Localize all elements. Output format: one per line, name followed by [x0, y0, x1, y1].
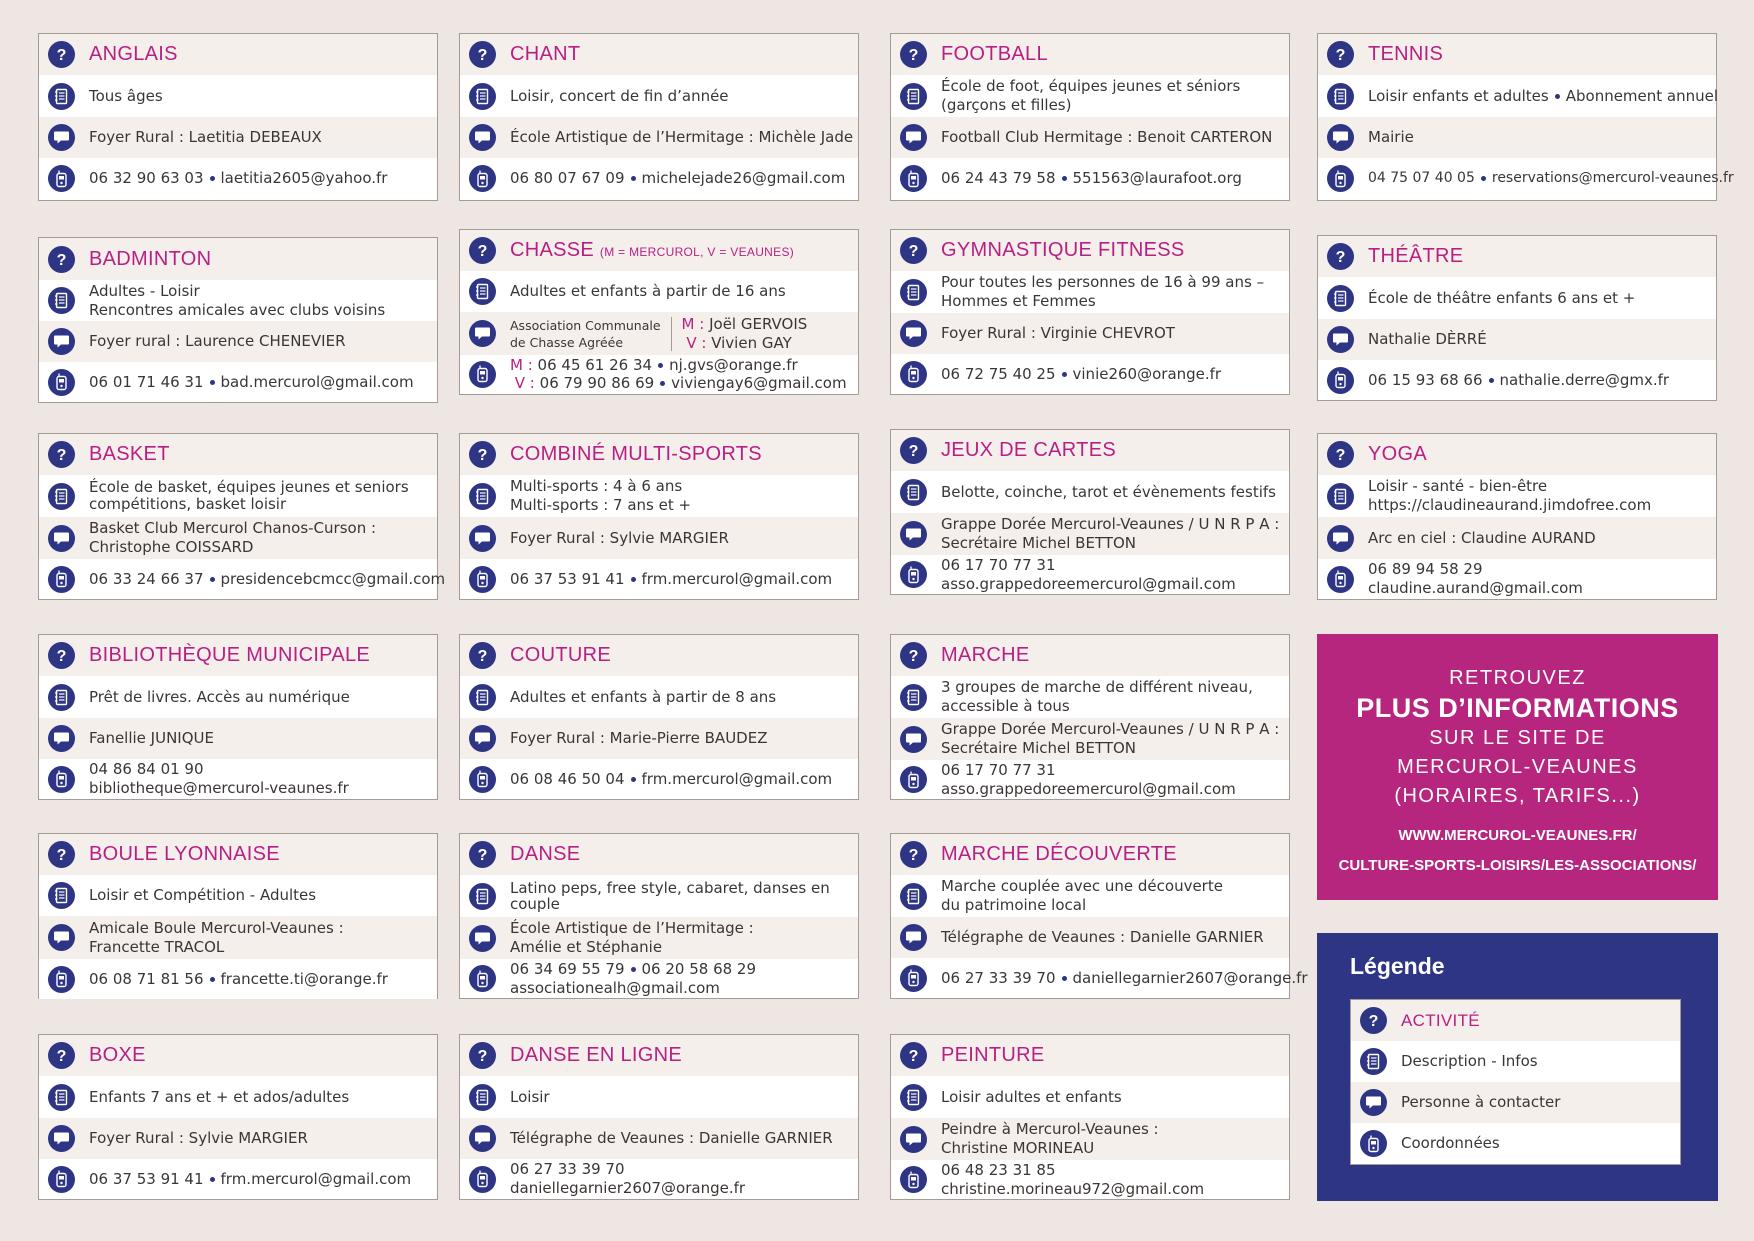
phone-number: 06 37 53 91 41 — [89, 1169, 204, 1188]
activity-contact: Foyer Rural : Virginie CHEVROT — [941, 324, 1175, 342]
card-chasse — [459, 229, 859, 395]
website-url-line: WWW.MERCUROL-VEAUNES.FR/ — [1398, 827, 1637, 844]
notebook-icon — [900, 479, 927, 506]
card-multisports — [459, 433, 859, 600]
separator-dot — [631, 577, 636, 582]
phone-number: 06 27 33 39 70 — [510, 1160, 625, 1178]
activity-info-line: École de basket, équipes jeunes et seniors — [89, 478, 409, 496]
phone-icon — [1327, 165, 1354, 192]
activity-info: Enfants 7 ans et + et ados/adultes — [89, 1087, 350, 1106]
activity-title: CHASSE — [510, 239, 595, 261]
activity-info-line: compétitions, basket loisir — [89, 495, 287, 513]
legend-activity-label: ACTIVITÉ — [1401, 1010, 1480, 1030]
speech-bubble-icon — [900, 521, 927, 548]
svg-text:?: ? — [477, 648, 488, 664]
svg-text:?: ? — [477, 447, 488, 463]
speech-bubble-icon — [900, 124, 927, 151]
phone-number: 06 37 53 91 41 — [510, 569, 625, 588]
activity-info-line: Multi-sports : 4 à 6 ans — [510, 477, 683, 495]
speech-bubble-icon — [1327, 326, 1354, 353]
contact-m-name: Joël GERVOIS — [709, 314, 808, 333]
phone-number: 06 17 70 77 31 — [941, 760, 1056, 779]
activity-title: MARCHE — [941, 644, 1030, 666]
speech-bubble-icon — [1327, 124, 1354, 151]
phone-icon — [469, 165, 496, 192]
question-icon — [48, 841, 75, 868]
phone-icon — [48, 1166, 75, 1193]
speech-bubble-icon — [469, 1125, 496, 1152]
phone-icon — [1327, 566, 1354, 593]
activity-title: BADMINTON — [89, 247, 212, 270]
activity-title: COMBINÉ MULTI-SPORTS — [510, 443, 762, 465]
card-yoga — [1317, 433, 1717, 600]
phone-number: 06 34 69 55 79 — [510, 959, 625, 978]
legend-title: Légende — [1350, 953, 1445, 979]
activity-title: FOOTBALL — [941, 43, 1048, 65]
email-address: reservations@mercurol-veaunes.fr — [1491, 170, 1734, 186]
question-icon — [469, 41, 496, 68]
activity-title: YOGA — [1368, 443, 1427, 465]
separator-dot — [210, 176, 215, 181]
speech-bubble-icon — [48, 1125, 75, 1152]
activity-contact: Télégraphe de Veaunes : Danielle GARNIER — [510, 1129, 833, 1147]
phone-number: 06 27 33 39 70 — [941, 968, 1056, 987]
email-address: frm.mercurol@gmail.com — [641, 769, 833, 788]
phone-icon — [900, 766, 927, 793]
speech-bubble-icon — [469, 725, 496, 752]
question-icon — [469, 237, 496, 264]
promo-line: SUR LE SITE DE — [1429, 727, 1606, 749]
notebook-icon — [48, 684, 75, 711]
question-icon — [900, 642, 927, 669]
activity-contact-line: Secrétaire Michel BETTON — [941, 739, 1137, 757]
card-danse — [459, 833, 859, 999]
activity-title: PEINTURE — [941, 1044, 1045, 1066]
phone-icon — [900, 165, 927, 192]
promo-line: (HORAIRES, TARIFS...) — [1394, 785, 1641, 807]
phone-number: 06 80 07 67 09 — [510, 169, 625, 187]
more-info-banner — [1317, 634, 1718, 900]
activity-title: BOXE — [89, 1044, 146, 1066]
legend-person-label: Personne à contacter — [1401, 1093, 1561, 1111]
separator-dot — [1555, 94, 1560, 99]
notebook-icon — [1360, 1048, 1387, 1075]
svg-text:?: ? — [908, 47, 919, 63]
svg-text:?: ? — [1368, 1013, 1379, 1029]
card-jeux-de-cartes — [890, 429, 1290, 595]
separator-dot — [1062, 976, 1067, 981]
email-address: viviengay6@gmail.com — [671, 374, 847, 392]
svg-text:?: ? — [56, 47, 67, 63]
separator-dot — [210, 1177, 215, 1182]
speech-bubble-icon — [48, 725, 75, 752]
svg-text:?: ? — [1335, 47, 1346, 63]
activity-title: JEUX DE CARTES — [941, 439, 1116, 461]
activity-contact-line: École Artistique de l’Hermitage : — [510, 919, 754, 937]
speech-bubble-icon — [469, 124, 496, 151]
activity-info: École de théâtre enfants 6 ans et + — [1368, 288, 1636, 307]
separator-dot — [1062, 176, 1067, 181]
phone-icon — [48, 165, 75, 192]
email-address: nathalie.derre@gmx.fr — [1499, 370, 1670, 389]
activity-info-line: Hommes et Femmes — [941, 292, 1096, 310]
activity-info: Loisir adultes et enfants — [941, 1087, 1122, 1106]
phone-number: 06 45 61 26 34 — [537, 356, 653, 374]
question-icon — [48, 642, 75, 669]
separator-dot — [210, 977, 215, 982]
promo-headline: PLUS D’INFORMATIONS — [1356, 693, 1679, 723]
notebook-icon — [48, 882, 75, 909]
svg-text:?: ? — [56, 447, 67, 463]
contact-org-line: de Chasse Agréée — [510, 334, 624, 350]
question-icon — [900, 841, 927, 868]
activity-title: CHANT — [510, 43, 581, 65]
separator-dot — [1062, 372, 1067, 377]
activity-info-line: Adultes - Loisir — [89, 281, 200, 300]
separator-dot — [631, 967, 636, 972]
separator-dot — [210, 577, 215, 582]
svg-text:?: ? — [908, 243, 919, 259]
activity-info-line: du patrimoine local — [941, 896, 1087, 914]
phone-number: 06 72 75 40 25 — [941, 364, 1056, 383]
email-address: claudine.aurand@gmail.com — [1368, 579, 1583, 597]
question-icon — [469, 441, 496, 468]
notebook-icon — [1327, 83, 1354, 110]
phone-icon — [469, 766, 496, 793]
notebook-icon — [48, 83, 75, 110]
activity-title: DANSE EN LIGNE — [510, 1044, 683, 1066]
question-icon — [48, 1042, 75, 1069]
card-boxe — [38, 1034, 438, 1200]
notebook-icon — [1327, 285, 1354, 312]
label-v: V : — [514, 374, 535, 392]
phone-icon — [469, 566, 496, 593]
speech-bubble-icon — [469, 525, 496, 552]
phone-icon — [48, 566, 75, 593]
promo-line: RETROUVEZ — [1449, 667, 1586, 689]
email-address: frm.mercurol@gmail.com — [220, 1169, 412, 1188]
activity-contact-line: Amélie et Stéphanie — [510, 938, 663, 956]
activity-info: Loisir et Compétition - Adultes — [89, 886, 317, 904]
phone-icon — [900, 1166, 927, 1193]
question-icon — [900, 1042, 927, 1069]
phone-icon — [1360, 1130, 1387, 1157]
question-icon — [48, 41, 75, 68]
activity-title: BIBLIOTHÈQUE MUNICIPALE — [89, 644, 371, 666]
activity-contact: Football Club Hermitage : Benoit CARTERON — [941, 128, 1273, 146]
email-address: vinie260@orange.fr — [1072, 364, 1222, 383]
svg-text:?: ? — [908, 1048, 919, 1064]
activity-info-line: Rencontres amicales avec clubs voisins — [89, 300, 386, 319]
notebook-icon — [48, 1084, 75, 1111]
separator-dot — [1489, 378, 1494, 383]
notebook-icon — [900, 83, 927, 110]
speech-bubble-icon — [469, 925, 496, 952]
speech-bubble-icon — [1327, 525, 1354, 552]
email-address: associationealh@gmail.com — [510, 978, 720, 997]
activity-contact-line: Grappe Dorée Mercurol-Veaunes / U N R P A : — [941, 720, 1280, 738]
activity-info: Loisir enfants et adultes — [1368, 86, 1549, 105]
phone-number: 06 89 94 58 29 — [1368, 560, 1483, 578]
speech-bubble-icon — [900, 726, 927, 753]
phone-number: 06 48 23 31 85 — [941, 1160, 1056, 1179]
label-m: M : — [510, 356, 533, 374]
card-football — [890, 33, 1290, 201]
notebook-icon — [900, 279, 927, 306]
activity-contact: Foyer rural : Laurence CHENEVIER — [89, 332, 346, 350]
legend-coords-label: Coordonnées — [1401, 1134, 1500, 1152]
activity-info: Loisir, concert de fin d’année — [510, 86, 729, 105]
separator-dot — [1481, 176, 1486, 181]
phone-number: 06 08 71 81 56 — [89, 969, 204, 988]
activity-info-line: (garçons et filles) — [941, 96, 1072, 114]
card-danse-en-ligne — [459, 1034, 859, 1200]
svg-text:?: ? — [1335, 249, 1346, 265]
label-v: V : — [686, 333, 707, 352]
activity-info-line: Marche couplée avec une découverte — [941, 877, 1223, 895]
legend-panel — [1317, 933, 1718, 1201]
svg-text:?: ? — [1335, 447, 1346, 463]
notebook-icon — [48, 287, 75, 314]
email-address: daniellegarnier2607@orange.fr — [510, 1179, 746, 1197]
email-address: michelejade26@gmail.com — [641, 169, 846, 187]
activity-info: Prêt de livres. Accès au numérique — [89, 687, 350, 706]
email-address: nj.gvs@orange.fr — [669, 356, 798, 374]
activity-contact: Foyer Rural : Marie-Pierre BAUDEZ — [510, 729, 768, 747]
notebook-icon — [469, 83, 496, 110]
notebook-icon — [1327, 483, 1354, 510]
question-icon — [1360, 1007, 1387, 1034]
phone-icon — [1327, 367, 1354, 394]
speech-bubble-icon — [48, 328, 75, 355]
activity-contact: Télégraphe de Veaunes : Danielle GARNIER — [941, 928, 1264, 946]
email-address: presidencebcmcc@gmail.com — [220, 569, 446, 588]
activity-info-line: Pour toutes les personnes de 16 à 99 ans – — [941, 273, 1265, 291]
card-boule — [38, 833, 438, 999]
separator-dot — [658, 363, 663, 368]
email-address: asso.grappedoreemercurol@gmail.com — [941, 779, 1236, 798]
legend-card — [1350, 999, 1681, 1165]
card-badminton — [38, 237, 438, 403]
activity-info: Abonnement annuel — [1565, 86, 1719, 105]
separator-dot — [660, 381, 665, 386]
question-icon — [469, 841, 496, 868]
activity-info: Loisir — [510, 1087, 550, 1106]
activity-info-line: couple — [510, 895, 560, 913]
activity-title: TENNIS — [1368, 43, 1444, 65]
notebook-icon — [469, 278, 496, 305]
activity-title: BASKET — [89, 443, 170, 465]
activity-contact-line: Amicale Boule Mercurol-Veaunes : — [89, 918, 344, 937]
phone-number: 06 20 58 68 29 — [641, 959, 757, 978]
speech-bubble-icon — [48, 924, 75, 951]
svg-text:?: ? — [908, 443, 919, 459]
card-anglais — [38, 33, 438, 201]
email-address: asso.grappedoreemercurol@gmail.com — [941, 574, 1236, 593]
website-url-line: CULTURE-SPORTS-LOISIRS/LES-ASSOCIATIONS/ — [1338, 857, 1697, 874]
activity-contact: École Artistique de l’Hermitage : Michèle Jade — [510, 128, 854, 146]
activity-contact-line: Secrétaire Michel BETTON — [941, 534, 1137, 552]
activity-contact: Foyer Rural : Sylvie MARGIER — [510, 528, 729, 547]
question-icon — [1327, 441, 1354, 468]
phone-icon — [469, 965, 496, 992]
email-address: bibliotheque@mercurol-veaunes.fr — [89, 779, 349, 797]
svg-text:?: ? — [56, 648, 67, 664]
question-icon — [1327, 243, 1354, 270]
phone-number: 04 86 84 01 90 — [89, 760, 204, 778]
card-peinture — [890, 1034, 1290, 1200]
speech-bubble-icon — [900, 924, 927, 951]
svg-text:?: ? — [908, 648, 919, 664]
question-icon — [900, 41, 927, 68]
activity-title: DANSE — [510, 843, 581, 865]
activity-title: BOULE LYONNAISE — [89, 843, 280, 865]
legend-description-label: Description - Infos — [1401, 1052, 1538, 1070]
activity-info-line: 3 groupes de marche de différent niveau, — [941, 678, 1253, 696]
activity-title: COUTURE — [510, 644, 611, 666]
label-m: M : — [681, 314, 705, 333]
email-address: laetitia2605@yahoo.fr — [220, 169, 388, 187]
activity-contact: Fanellie JUNIQUE — [89, 729, 214, 747]
svg-text:?: ? — [477, 847, 488, 863]
question-icon — [469, 642, 496, 669]
phone-number: 06 15 93 68 66 — [1368, 370, 1483, 389]
phone-icon — [48, 369, 75, 396]
speech-bubble-icon — [48, 525, 75, 552]
svg-text:?: ? — [477, 1048, 488, 1064]
card-basket — [38, 433, 446, 600]
question-icon — [1327, 41, 1354, 68]
question-icon — [48, 246, 75, 273]
card-theatre — [1317, 235, 1717, 401]
separator-dot — [210, 380, 215, 385]
promo-line: MERCUROL-VEAUNES — [1397, 756, 1638, 778]
svg-text:?: ? — [56, 251, 67, 268]
phone-icon — [469, 1166, 496, 1193]
notebook-icon — [48, 483, 75, 510]
card-bibliotheque — [38, 634, 438, 800]
phone-icon — [900, 361, 927, 388]
phone-icon — [900, 965, 927, 992]
activity-contact-line: Christophe COISSARD — [89, 538, 254, 556]
activity-subtitle: (M = MERCUROL, V = VEAUNES) — [599, 245, 795, 259]
phone-number: 06 24 43 79 58 — [941, 169, 1056, 187]
activity-info-line: Latino peps, free style, cabaret, danses en — [510, 879, 830, 897]
question-icon — [900, 237, 927, 264]
activity-contact: Arc en ciel : Claudine AURAND — [1368, 528, 1596, 547]
activity-contact: Foyer Rural : Laetitia DEBEAUX — [89, 128, 322, 146]
activity-info-line: accessible à tous — [941, 697, 1070, 715]
notebook-icon — [900, 684, 927, 711]
phone-number: 06 01 71 46 31 — [89, 372, 204, 391]
email-address: frm.mercurol@gmail.com — [641, 569, 833, 588]
activity-contact: Mairie — [1368, 128, 1414, 146]
activity-contact-line: Christine MORINEAU — [941, 1139, 1095, 1157]
phone-icon — [900, 561, 927, 588]
notebook-icon — [900, 883, 927, 910]
activity-title: ANGLAIS — [89, 43, 178, 65]
activity-info-line: École de foot, équipes jeunes et séniors — [941, 77, 1241, 95]
activity-info-line: Multi-sports : 7 ans et + — [510, 496, 692, 514]
activity-title: THÉÂTRE — [1368, 245, 1464, 267]
notebook-icon — [900, 1084, 927, 1111]
activity-contact: Foyer Rural : Sylvie MARGIER — [89, 1129, 308, 1147]
question-icon — [900, 437, 927, 464]
activity-contact-line: Francette TRACOL — [89, 937, 225, 956]
speech-bubble-icon — [900, 320, 927, 347]
phone-number: 06 32 90 63 03 — [89, 169, 204, 187]
email-address: 551563@laurafoot.org — [1072, 169, 1242, 187]
notebook-icon — [469, 483, 496, 510]
activity-contact: Nathalie DÈRRÉ — [1368, 330, 1487, 348]
speech-bubble-icon — [48, 124, 75, 151]
phone-number: 04 75 07 40 05 — [1368, 170, 1475, 186]
email-address: christine.morineau972@gmail.com — [941, 1179, 1205, 1198]
card-gymnastique — [890, 229, 1290, 395]
question-icon — [469, 1042, 496, 1069]
card-marche — [890, 634, 1290, 800]
activity-contact-line: Basket Club Mercurol Chanos-Curson : — [89, 519, 377, 537]
contact-org-line: Association Communale — [510, 317, 661, 333]
speech-bubble-icon — [469, 320, 496, 347]
activity-info: Tous âges — [89, 86, 163, 105]
activity-info: Belotte, coinche, tarot et évènements festifs — [941, 482, 1276, 501]
phone-icon — [469, 361, 496, 388]
email-address: francette.ti@orange.fr — [220, 969, 388, 988]
contact-v-name: Vivien GAY — [711, 333, 792, 352]
speech-bubble-icon — [900, 1126, 927, 1153]
separator-dot — [631, 777, 636, 782]
activity-title: MARCHE DÉCOUVERTE — [941, 843, 1177, 865]
activity-contact-line: Peindre à Mercurol-Veaunes : — [941, 1120, 1159, 1138]
website-link: https://claudineaurand.jimdofree.com — [1368, 496, 1652, 514]
activity-info: Adultes et enfants à partir de 8 ans — [510, 687, 777, 706]
card-chant — [459, 33, 859, 201]
separator-dot — [631, 176, 636, 181]
notebook-icon — [469, 1084, 496, 1111]
svg-text:?: ? — [477, 243, 488, 259]
card-couture — [459, 634, 859, 800]
phone-number: 06 08 46 50 04 — [510, 769, 625, 788]
email-address: bad.mercurol@gmail.com — [220, 372, 414, 391]
phone-icon — [48, 766, 75, 793]
svg-text:?: ? — [56, 1048, 67, 1064]
phone-number: 06 33 24 66 37 — [89, 569, 204, 588]
notebook-icon — [469, 684, 496, 711]
activity-info-line: Loisir - santé - bien-être — [1368, 477, 1548, 495]
svg-text:?: ? — [56, 847, 67, 863]
phone-number: 06 79 90 86 69 — [539, 374, 655, 392]
phone-icon — [48, 966, 75, 993]
activity-title: GYMNASTIQUE FITNESS — [941, 239, 1185, 261]
phone-number: 06 17 70 77 31 — [941, 555, 1056, 574]
activity-contact-line: Grappe Dorée Mercurol-Veaunes / U N R P A : — [941, 515, 1280, 533]
svg-text:?: ? — [908, 847, 919, 863]
card-marche-decouverte — [890, 833, 1308, 999]
activity-info: Adultes et enfants à partir de 16 ans — [510, 282, 786, 300]
card-tennis — [1317, 33, 1734, 201]
question-icon — [48, 441, 75, 468]
svg-text:?: ? — [477, 47, 488, 63]
speech-bubble-icon — [1360, 1089, 1387, 1116]
notebook-icon — [469, 883, 496, 910]
email-address: daniellegarnier2607@orange.fr — [1072, 968, 1308, 987]
